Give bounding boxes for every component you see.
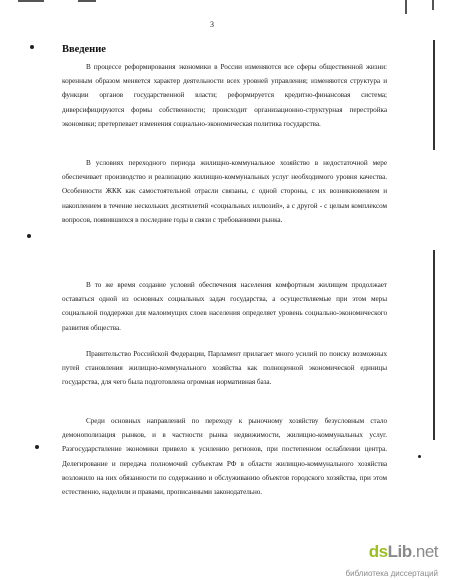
- paragraph: В то же время создание условий обеспечения населения комфортным жилищем продолжает оставаться одной из основных социальных задач государства, а осуществляемые при этом меры социальной поддержки для малоимущих слоев населения определяет уровень социально-экономического развития общества.: [62, 281, 387, 332]
- binder-hole-dot: [27, 234, 31, 238]
- margin-bar: [433, 40, 435, 150]
- paragraph: Среди основных направлений по переходу к рыночному хозяйству безусловным стало демонополизация рынков, и в частности рынка недвижимости, жилищно-коммунальных услуг. Разгосударствление экономики привело к усилению регионов, при постепенном ослаблении центра. Делегирование и передача полномочий субъектам РФ в области жилищно-коммунального хозяйства возложило на них обязанности по содержанию и обслуживанию объектов городского хозяйства, при этом естественно, наделили и правами, прописанными законодательно.: [62, 417, 387, 497]
- watermark-subtitle: библиотека диссертаций: [345, 569, 438, 578]
- paragraph: Правительство Российской Федерации, Парламент прилагает много усилий по поиску возможных путей становления жилищно-коммунального хозяйства как полноценной экономической единицы государства, для чего была подготовлена огромная нормативная база.: [62, 350, 387, 387]
- margin-bar: [433, 250, 435, 440]
- dslib-logo: dsLib.net: [368, 542, 438, 561]
- scan-mark-top: [18, 0, 44, 2]
- page-number: 3: [210, 20, 214, 29]
- scan-mark-top-right: [405, 0, 407, 14]
- binder-hole-dot: [35, 445, 39, 449]
- paragraph: В условиях переходного периода жилищно-коммунальное хозяйство в недостаточной мере обеспечивает производство и реализацию жилищно-коммунальных услуг необходимого уровня качества. Особенности ЖКК как самостоятельной отрасли связаны, с одной стороны, с их возникновением и накоплением в течение нескольких десятилетий «социальных иллюзий», а с другой - с целым комплексом вопросов, появившихся в последние годы в связи с требованиями рынка.: [62, 159, 387, 224]
- watermark-logo: [369, 542, 438, 562]
- section-heading: Введение: [62, 44, 106, 55]
- scan-mark-top-right: [432, 0, 434, 10]
- binder-hole-dot: [418, 455, 421, 458]
- paragraph: В процессе реформирования экономики в России изменяются все сферы общественной жизни: коренным образом меняется характер деятельности всех уровней управления; изменяются структура и функции органов государственной власти; реформируется кредитно-финансовая система; диверсифицируются формы собственности; происходит организационно-структурная перестройка экономики; претерпевает изменения социально-экономическая политика государства.: [62, 63, 387, 128]
- scan-mark-top: [78, 0, 96, 2]
- binder-hole-dot: [30, 45, 34, 49]
